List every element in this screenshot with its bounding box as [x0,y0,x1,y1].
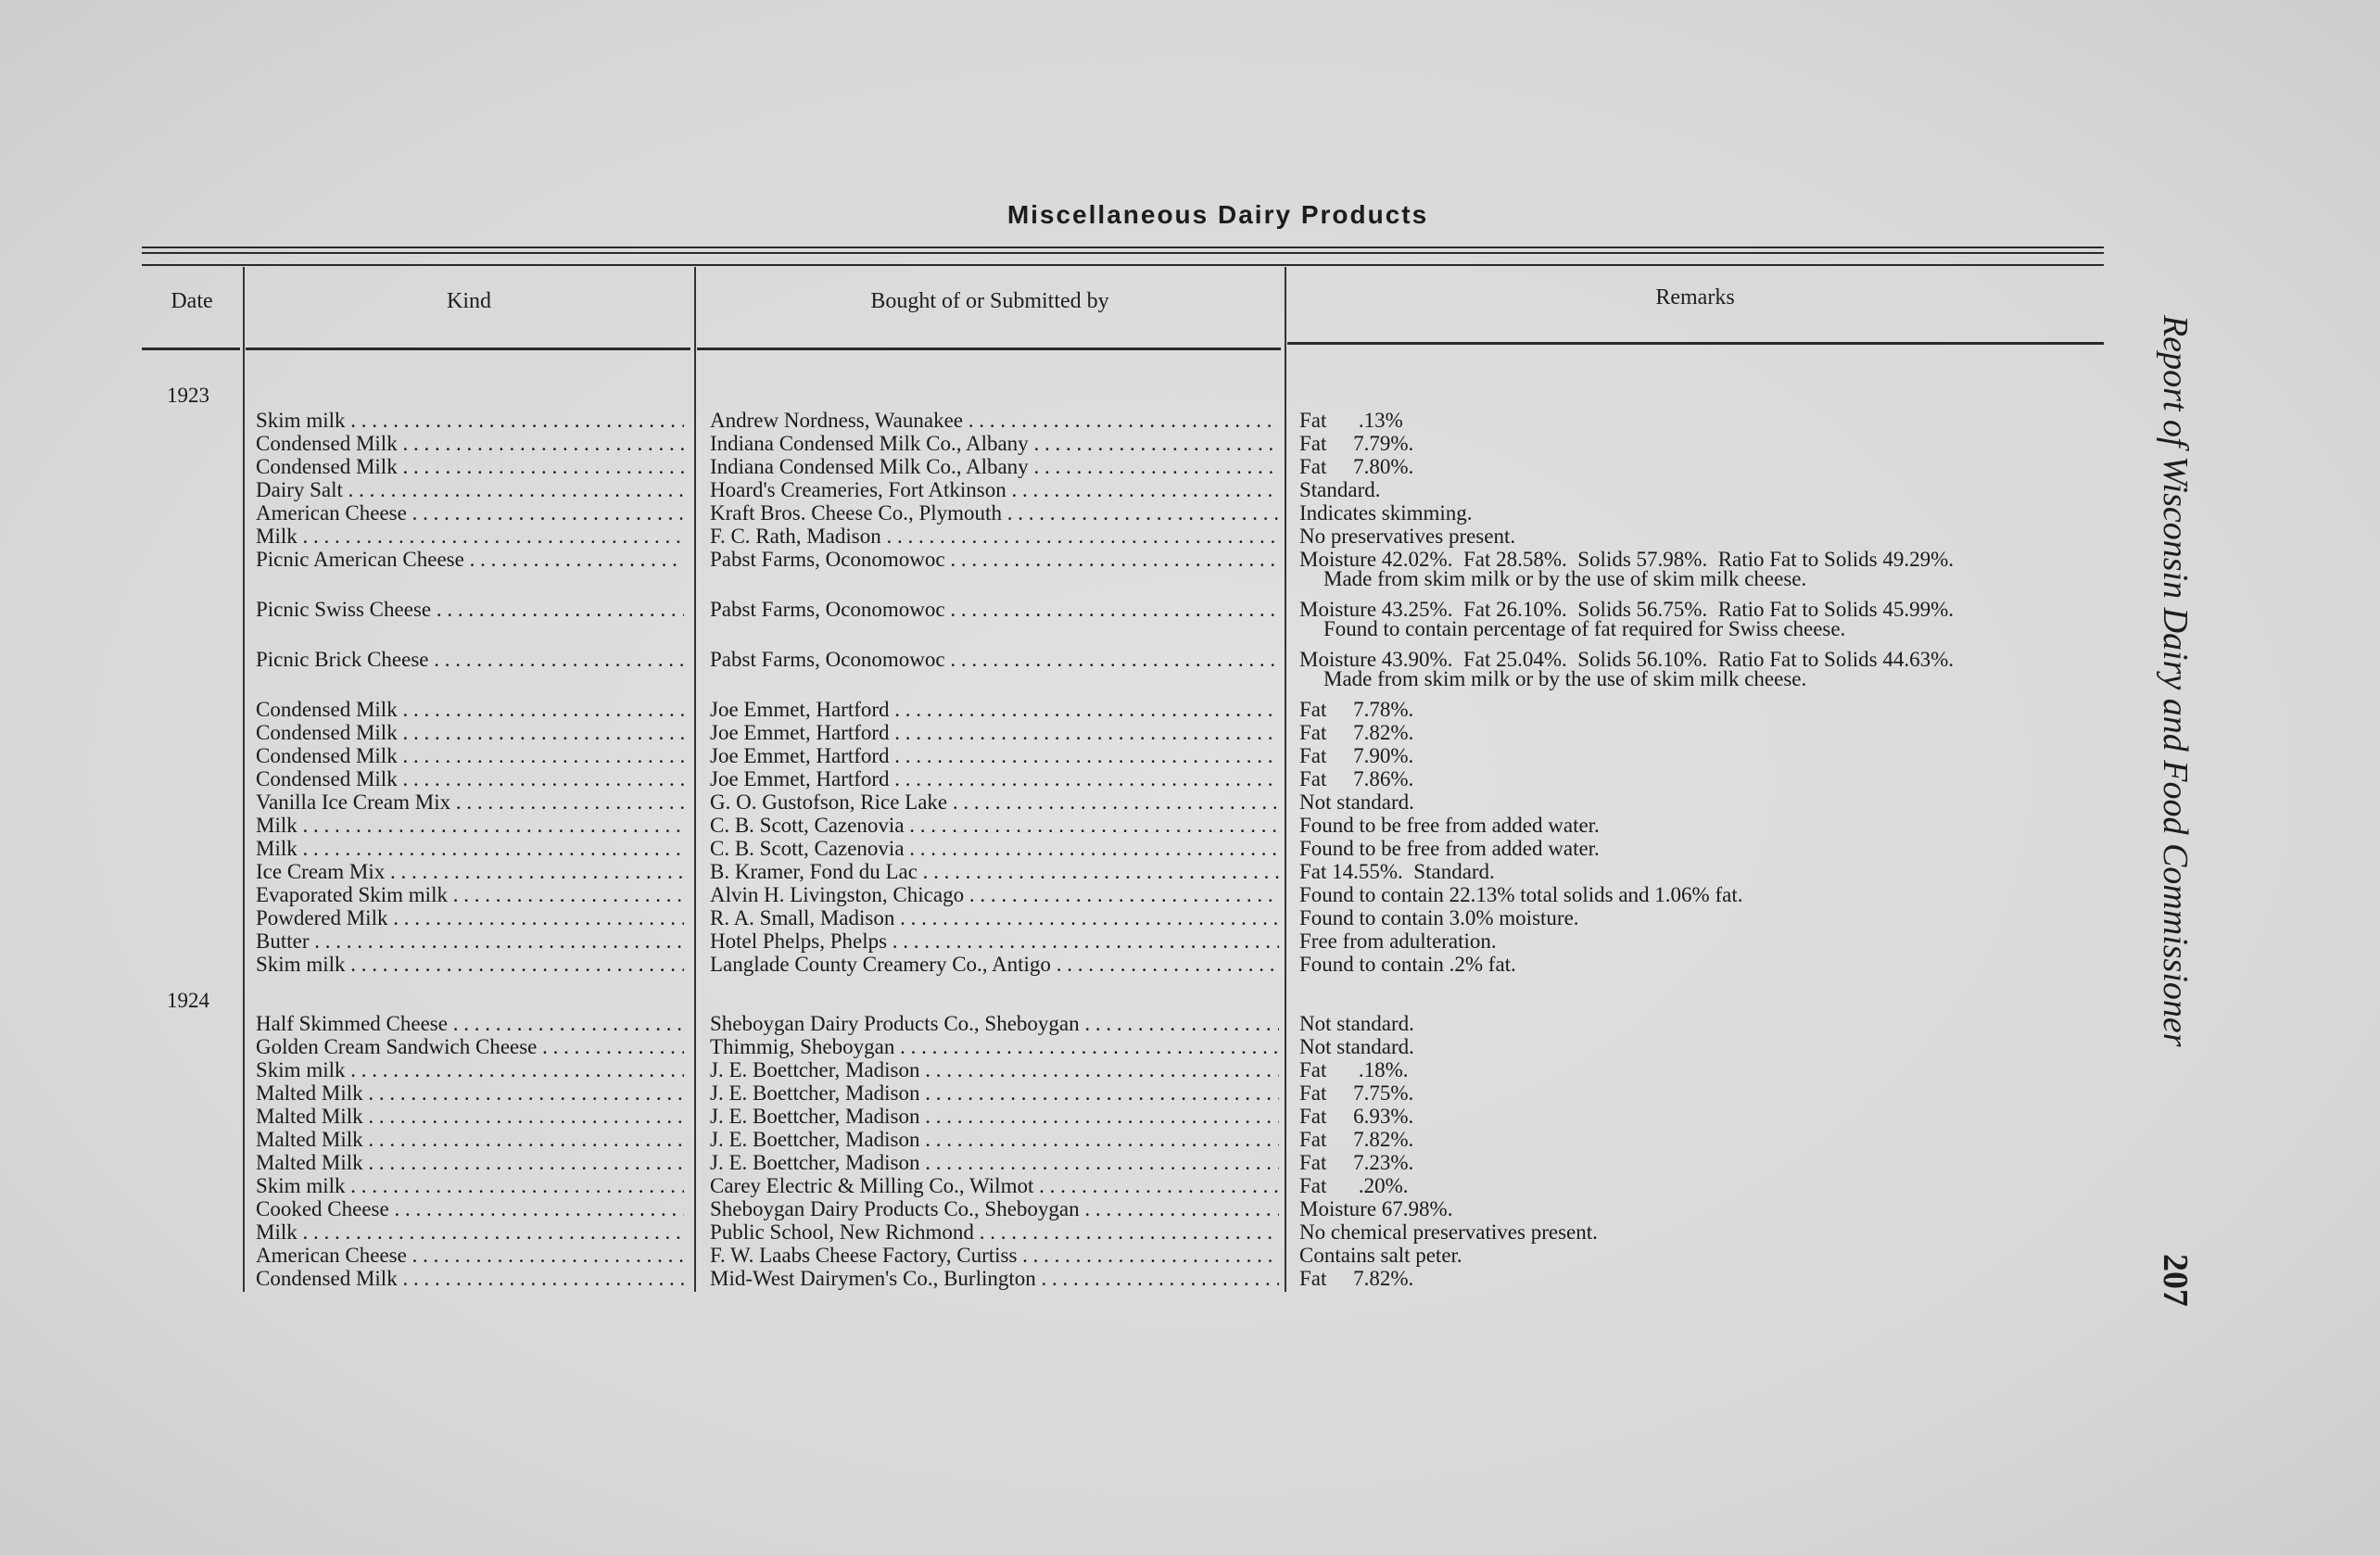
running-head [2155,315,2196,1307]
table-row [0,1058,2380,1081]
kind-cell [256,501,684,525]
remarks-cell: Indicates skimming. [1299,501,1473,525]
remarks-cell: Not standard. [1299,790,1414,814]
kind-text: Butter [256,929,310,953]
header-underline [142,348,240,350]
source-text: Joe Emmet, Hartford [710,698,890,721]
source-text: Mid-West Dairymen's Co., Burlington [710,1267,1036,1290]
source-text: Joe Emmet, Hartford [710,744,890,767]
kind-text: Picnic Swiss Cheese [256,598,432,621]
source-text: G. O. Gustofson, Rice Lake [710,790,948,814]
source-text: J. E. Boettcher, Madison [710,1058,920,1081]
remarks-cell: Fat 7.75%. [1299,1081,1414,1105]
source-text: Kraft Bros. Cheese Co., Plymouth [710,501,1002,525]
remarks-cell: Fat .13% [1299,409,1403,432]
kind-cell [256,837,684,860]
source-cell [710,432,1279,455]
header-kind: Kind [447,289,491,313]
kind-text: Milk [256,525,298,548]
source-text: R. A. Small, Madison [710,906,895,929]
kind-text: Milk [256,814,298,837]
kind-cell [256,744,684,767]
table-row [0,1128,2380,1151]
source-text: Thimmig, Sheboygan [710,1035,895,1058]
table-row [0,1174,2380,1197]
source-cell [710,906,1279,929]
source-cell [710,501,1279,525]
source-text: J. E. Boettcher, Madison [710,1151,920,1174]
kind-text: Golden Cream Sandwich Cheese [256,1035,538,1058]
table-row [0,1012,2380,1035]
kind-text: Cooked Cheese [256,1197,389,1220]
kind-cell [256,767,684,790]
source-text: Hotel Phelps, Phelps [710,929,888,953]
source-cell [710,860,1279,883]
source-cell [710,1244,1279,1267]
source-cell [710,883,1279,906]
source-cell [710,929,1279,953]
remarks-cell: Fat 14.55%. Standard. [1299,860,1495,883]
remarks-cell: Free from adulteration. [1299,929,1497,953]
remarks-cell: Found to be free from added water. [1299,814,1600,837]
remarks-cell: Found to be free from added water. [1299,837,1600,860]
remarks-cell: Contains salt peter. [1299,1244,1462,1267]
source-cell [710,814,1279,837]
source-cell [710,744,1279,767]
table-row [0,744,2380,767]
kind-cell [256,790,684,814]
remarks-cell: Moisture 67.98%. [1299,1197,1453,1220]
kind-text: American Cheese [256,501,407,525]
kind-text: Vanilla Ice Cream Mix [256,790,451,814]
remarks-cell: Fat 7.82%. [1299,721,1414,744]
kind-text: Skim milk [256,1174,346,1197]
kind-text: Picnic American Cheese [256,548,464,571]
kind-cell [256,409,684,432]
source-text: Sheboygan Dairy Products Co., Sheboygan [710,1197,1080,1220]
remarks-cell: Made from skim milk or by the use of skim milk cheese. [1323,567,1807,590]
kind-cell [256,698,684,721]
table-row [0,1105,2380,1128]
source-cell [710,1174,1279,1197]
table-row [0,698,2380,721]
kind-cell [256,1220,684,1244]
kind-cell [256,953,684,976]
kind-cell [256,1197,684,1220]
kind-text: American Cheese [256,1244,407,1267]
remarks-continuation [0,667,2380,690]
kind-text: Dairy Salt [256,478,343,501]
kind-cell [256,1105,684,1128]
kind-cell [256,1267,684,1290]
kind-cell [256,1035,684,1058]
kind-cell [256,1012,684,1035]
remarks-cell: Made from skim milk or by the use of skim milk cheese. [1323,667,1807,690]
source-cell [710,409,1279,432]
remarks-cell: Fat 7.82%. [1299,1267,1414,1290]
source-text: C. B. Scott, Cazenovia [710,837,905,860]
remarks-cell: Found to contain 22.13% total solids and 1.06% fat. [1299,883,1743,906]
year-label: 1924 [167,989,209,1012]
source-text: Indiana Condensed Milk Co., Albany [710,432,1029,455]
page-title: Miscellaneous Dairy Products [1006,200,1429,229]
remarks-cell: Standard. [1299,478,1381,501]
kind-text: Condensed Milk [256,455,398,478]
kind-text: Condensed Milk [256,744,398,767]
header-source: Bought of or Submitted by [870,289,1109,313]
kind-cell [256,478,684,501]
table-row [0,1244,2380,1267]
remarks-cell: Fat .18%. [1299,1058,1409,1081]
kind-cell [256,814,684,837]
kind-cell [256,1128,684,1151]
source-text: Alvin H. Livingston, Chicago [710,883,965,906]
header-remarks: Remarks [1655,285,1735,310]
source-text: B. Kramer, Fond du Lac [710,860,918,883]
remarks-cell: No chemical preservatives present. [1299,1220,1598,1244]
source-text: J. E. Boettcher, Madison [710,1128,920,1151]
kind-text: Condensed Milk [256,698,398,721]
kind-text: Milk [256,837,298,860]
remarks-cell: Fat 7.79%. [1299,432,1414,455]
table-row [0,432,2380,455]
table-row [0,906,2380,929]
page-number: 207 [2156,1254,2195,1307]
kind-cell [256,860,684,883]
header-underline [246,348,690,350]
remarks-cell: Fat 7.80%. [1299,455,1414,478]
kind-text: Condensed Milk [256,721,398,744]
kind-cell [256,455,684,478]
kind-text: Powdered Milk [256,906,388,929]
kind-text: Condensed Milk [256,767,398,790]
header-date: Date [171,289,213,313]
table-row [0,860,2380,883]
kind-text: Skim milk [256,953,346,976]
kind-text: Milk [256,1220,298,1244]
source-cell [710,1105,1279,1128]
source-cell [710,790,1279,814]
remarks-cell: Moisture 42.02%. Fat 28.58%. Solids 57.98%. Ratio Fat to Solids 49.29%. [1299,548,1954,571]
remarks-cell: Found to contain 3.0% moisture. [1299,906,1579,929]
kind-cell [256,721,684,744]
table-row [0,929,2380,953]
kind-cell [256,1151,684,1174]
top-rule [142,247,2104,248]
kind-cell [256,929,684,953]
source-text: Pabst Farms, Oconomowoc [710,648,945,671]
kind-cell [256,432,684,455]
kind-text: Skim milk [256,1058,346,1081]
kind-cell [256,525,684,548]
source-cell [710,721,1279,744]
source-cell [710,1220,1279,1244]
remarks-cell: Fat 7.86%. [1299,767,1414,790]
kind-text: Malted Milk [256,1128,363,1151]
source-text: Indiana Condensed Milk Co., Albany [710,455,1029,478]
source-cell [710,1267,1279,1290]
table-row [0,501,2380,525]
source-cell [710,837,1279,860]
remarks-cell: Not standard. [1299,1012,1414,1035]
table-row [0,455,2380,478]
table-row [0,790,2380,814]
kind-cell [256,1081,684,1105]
table-row [0,837,2380,860]
source-text: Joe Emmet, Hartford [710,721,890,744]
kind-cell [256,1174,684,1197]
remarks-cell: Fat 7.90%. [1299,744,1414,767]
running-head-text: Report of Wisconsin Dairy and Food Commissioner [2156,315,2195,1047]
remarks-cell: Found to contain .2% fat. [1299,953,1516,976]
source-cell [710,1197,1279,1220]
kind-text: Malted Milk [256,1105,363,1128]
source-text: Pabst Farms, Oconomowoc [710,598,945,621]
source-cell [710,1151,1279,1174]
top-rule [142,264,2104,266]
source-text: Pabst Farms, Oconomowoc [710,548,945,571]
table-row [0,525,2380,548]
kind-text: Condensed Milk [256,1267,398,1290]
year-label: 1923 [167,384,209,407]
source-text: Joe Emmet, Hartford [710,767,890,790]
table-row [0,883,2380,906]
kind-text: Evaporated Skim milk [256,883,448,906]
source-text: Andrew Nordness, Waunakee [710,409,964,432]
table-row [0,721,2380,744]
source-text: Langlade County Creamery Co., Antigo [710,953,1051,976]
remarks-cell: Not standard. [1299,1035,1414,1058]
kind-text: Malted Milk [256,1151,363,1174]
source-cell [710,767,1279,790]
source-text: Sheboygan Dairy Products Co., Sheboygan [710,1012,1080,1035]
kind-text: Malted Milk [256,1081,363,1105]
source-cell [710,1012,1279,1035]
remarks-cell: No preservatives present. [1299,525,1516,548]
remarks-cell: Moisture 43.25%. Fat 26.10%. Solids 56.75%. Ratio Fat to Solids 45.99%. [1299,598,1954,621]
kind-text: Skim milk [256,409,346,432]
kind-cell [256,883,684,906]
source-text: J. E. Boettcher, Madison [710,1105,920,1128]
source-text: Carey Electric & Milling Co., Wilmot [710,1174,1034,1197]
remarks-cell: Fat 7.82%. [1299,1128,1414,1151]
table-row [0,953,2380,976]
kind-cell [256,1058,684,1081]
table-row [0,1197,2380,1220]
table-row [0,478,2380,501]
source-cell [710,698,1279,721]
remarks-continuation [0,617,2380,640]
table-row [0,409,2380,432]
source-text: C. B. Scott, Cazenovia [710,814,905,837]
source-text: Public School, New Richmond [710,1220,974,1244]
source-cell [710,1058,1279,1081]
source-cell [710,1081,1279,1105]
table-row [0,1151,2380,1174]
source-cell [710,953,1279,976]
source-text: J. E. Boettcher, Madison [710,1081,920,1105]
remarks-cell: Fat 6.93%. [1299,1105,1414,1128]
remarks-cell: Found to contain percentage of fat required for Swiss cheese. [1323,617,1846,640]
kind-cell [256,1244,684,1267]
remarks-cell: Moisture 43.90%. Fat 25.04%. Solids 56.10%. Ratio Fat to Solids 44.63%. [1299,648,1954,671]
table-row [0,1220,2380,1244]
kind-text: Half Skimmed Cheese [256,1012,448,1035]
table-row [0,1035,2380,1058]
kind-text: Picnic Brick Cheese [256,648,429,671]
source-cell [710,1128,1279,1151]
top-rule [142,252,2104,254]
kind-text: Ice Cream Mix [256,860,386,883]
table-row [0,1267,2380,1290]
header-underline [697,348,1281,350]
kind-cell [256,906,684,929]
table-row [0,1081,2380,1105]
remarks-cell: Fat .20%. [1299,1174,1409,1197]
source-cell [710,478,1279,501]
source-cell [710,455,1279,478]
source-text: Hoard's Creameries, Fort Atkinson [710,478,1006,501]
source-cell [710,1035,1279,1058]
table-row [0,767,2380,790]
remarks-cell: Fat 7.23%. [1299,1151,1414,1174]
table-row [0,814,2380,837]
remarks-cell: Fat 7.78%. [1299,698,1414,721]
kind-text: Condensed Milk [256,432,398,455]
source-cell [710,525,1279,548]
source-text: F. C. Rath, Madison [710,525,881,548]
header-underline [1287,342,2104,345]
source-text: F. W. Laabs Cheese Factory, Curtiss [710,1244,1018,1267]
remarks-continuation [0,567,2380,590]
